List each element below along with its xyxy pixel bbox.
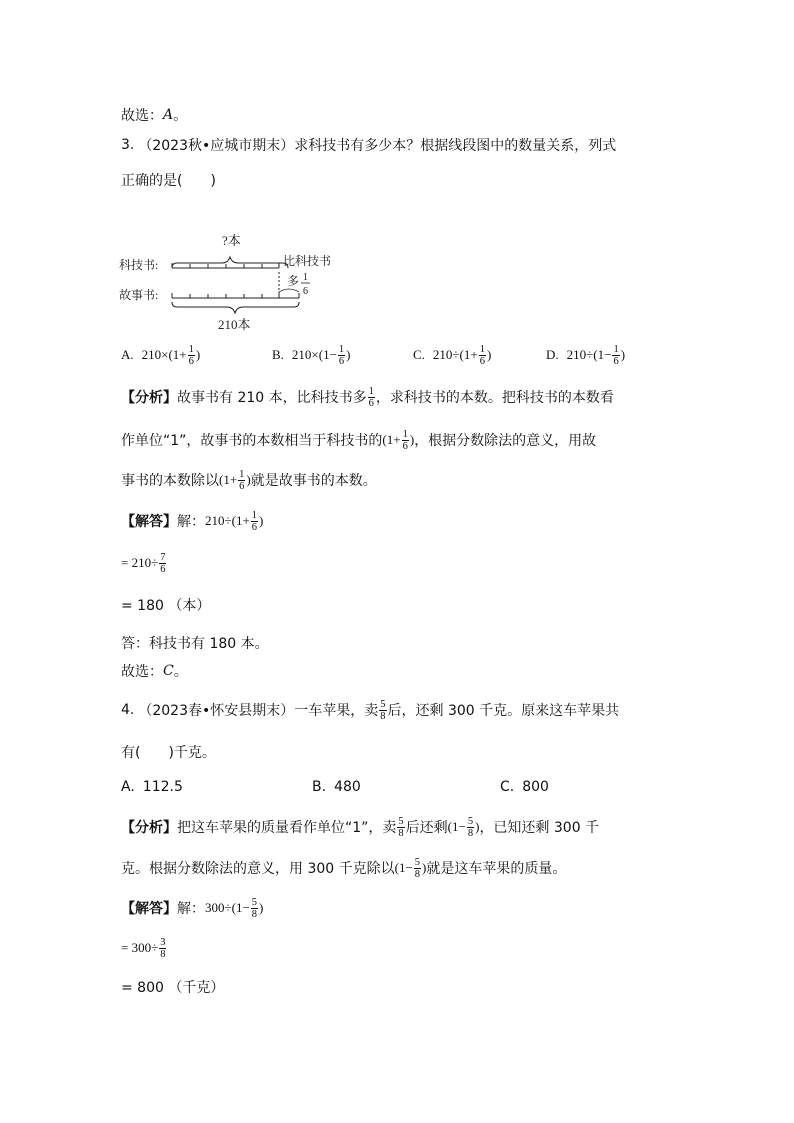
analysis-text: 后还剩 — [405, 820, 448, 836]
q3-choice-line — [121, 656, 188, 686]
bottom-brace — [172, 302, 299, 313]
q3-line-segment-diagram — [115, 228, 375, 338]
science-book-label: 科技书: — [119, 258, 159, 272]
analysis-text: 就是故事书的本数。 — [250, 473, 377, 489]
q3-option-d[interactable] — [546, 340, 625, 370]
analysis-expr-pre: (1+ — [219, 472, 238, 487]
q3-number: 3. — [121, 137, 135, 153]
q3-stem-text1: （2023秋•应城市期末）求科技书有多少本？根据线段图中的数量关系，列式 — [138, 138, 617, 154]
option-expr-pre: 210×(1+ — [141, 347, 187, 362]
more-frac-num: 1 — [303, 272, 308, 283]
option-letter: D. — [546, 347, 559, 362]
option-value: 480 — [334, 779, 361, 795]
analysis-text: ，已知还剩 300 千 — [479, 820, 600, 836]
analysis-text: 把这车苹果的质量看作单位“1”，卖 — [177, 820, 397, 836]
q4-analysis-line2 — [121, 853, 566, 883]
q3-stem-line1 — [121, 130, 616, 160]
choice-letter: C — [163, 663, 174, 679]
analysis-expr-pre: (1− — [447, 819, 466, 834]
solution-fraction: $\frac{1}{6}$ — [251, 509, 258, 533]
analysis-fraction: $\frac{5}{8}$ — [398, 815, 404, 839]
option-fraction: $\frac{1}{6}$ — [338, 343, 345, 367]
analysis-text: 就是这车苹果的质量。 — [426, 861, 567, 877]
q4-option-c[interactable] — [500, 772, 549, 802]
top-brace — [172, 257, 288, 268]
q4-number: 4. — [121, 702, 135, 718]
analysis-expr-post: ) — [475, 819, 480, 834]
q4-solution-line3 — [121, 972, 224, 1002]
analysis-tag: 【分析】 — [121, 820, 177, 836]
analysis-fraction: $\frac{1}{6}$ — [368, 385, 374, 409]
solution-result: = 800 （千克） — [121, 980, 225, 996]
q3-option-c[interactable] — [413, 340, 491, 370]
q4-solution-line1 — [121, 893, 263, 923]
q4-stem-line1 — [121, 695, 619, 725]
option-expr-pre: 210÷(1− — [566, 347, 612, 362]
answer-letter: A — [163, 107, 174, 123]
q3-stem-text2: 正确的是( ) — [121, 173, 216, 189]
option-expr-post: ) — [620, 347, 626, 362]
option-letter: A. — [121, 779, 135, 795]
top-brace-label: ?本 — [222, 233, 241, 248]
analysis-text: 作单位“1”，故事书的本数相当于科技书的 — [121, 433, 383, 449]
analysis-fraction: $\frac{5}{8}$ — [467, 815, 474, 839]
analysis-expr-pre: (1− — [394, 860, 413, 875]
choice-suffix: 。 — [173, 664, 188, 680]
option-letter: B. — [312, 779, 327, 795]
analysis-text: 事书的本数除以 — [121, 473, 219, 489]
q3-option-b[interactable] — [272, 340, 351, 370]
q4-stem-fraction: $\frac{5}{8}$ — [380, 698, 386, 722]
q3-stem-line2 — [121, 165, 216, 195]
option-value: 800 — [522, 779, 549, 795]
q4-stem-text: （2023春•怀安县期末）一车苹果，卖 — [138, 703, 379, 719]
q3-solution-line2 — [121, 548, 167, 578]
analysis-expr-post: ) — [246, 472, 251, 487]
q4-option-b[interactable] — [312, 772, 361, 802]
analysis-text: 故事书有 210 本，比科技书多 — [177, 390, 367, 406]
option-value: 112.5 — [142, 779, 183, 795]
q3-analysis-line3 — [121, 465, 377, 495]
answer-prefix: 故选： — [121, 108, 163, 124]
analysis-text: ，求科技书的本数。把科技书的本数看 — [375, 390, 614, 406]
option-letter: A. — [121, 347, 134, 362]
solution-expr-pre: 210÷(1+ — [205, 513, 250, 528]
solution-expr-post: ) — [259, 513, 264, 528]
q4-stem-line2 — [121, 737, 216, 767]
option-letter: C. — [500, 779, 515, 795]
previous-answer-line — [121, 100, 187, 130]
solution-tag: 【解答】 — [121, 514, 177, 530]
solution-fraction: $\frac{3}{8}$ — [160, 936, 166, 960]
solution-expr-pre: = 210÷ — [121, 555, 159, 570]
analysis-expr-pre: (1+ — [382, 432, 401, 447]
q4-stem-text: 后，还剩 300 千克。原来这车苹果共 — [387, 703, 620, 719]
analysis-text: ，根据分数除法的意义，用故 — [414, 433, 597, 449]
solution-fraction: $\frac{7}{6}$ — [160, 551, 166, 575]
analysis-expr-post: ) — [409, 432, 415, 447]
option-expr-post: ) — [346, 347, 351, 362]
solution-expr-pre: 300÷(1− — [205, 900, 250, 915]
q3-answer-line — [121, 628, 269, 658]
more-frac-den: 6 — [303, 286, 308, 297]
option-letter: B. — [272, 347, 284, 362]
solution-lead: 解： — [177, 514, 205, 530]
solution-expr-pre: = 300÷ — [121, 940, 159, 955]
option-fraction: $\frac{1}{6}$ — [479, 343, 485, 367]
analysis-text: 克。根据分数除法的意义，用 300 千克除以 — [121, 861, 395, 877]
q3-analysis-line1 — [121, 382, 614, 412]
option-expr-pre: 210×(1− — [291, 347, 337, 362]
extra-part-brace — [279, 289, 299, 292]
option-expr-pre: 210÷(1+ — [432, 347, 478, 362]
q3-solution-line3 — [121, 590, 210, 620]
option-fraction: $\frac{1}{6}$ — [188, 343, 194, 367]
option-letter: C. — [413, 347, 425, 362]
analysis-fraction: $\frac{1}{6}$ — [402, 428, 408, 452]
more-text-2: 多 — [287, 274, 300, 288]
bottom-brace-label: 210本 — [218, 317, 251, 332]
q3-option-a[interactable] — [121, 340, 200, 370]
science-ticks — [172, 263, 279, 268]
q4-stem-text2: 有( )千克。 — [121, 745, 216, 761]
q4-analysis-line1 — [121, 812, 599, 842]
solution-expr-post: ) — [259, 900, 264, 915]
solution-result: = 180 （本） — [121, 598, 211, 614]
solution-lead: 解： — [177, 901, 205, 917]
analysis-fraction: $\frac{1}{6}$ — [239, 468, 245, 492]
q3-analysis-line2 — [121, 425, 596, 455]
answer-suffix: 。 — [173, 108, 188, 124]
option-fraction: $\frac{1}{6}$ — [613, 343, 619, 367]
q4-solution-line2 — [121, 933, 167, 963]
story-ticks — [172, 293, 299, 298]
q4-option-a[interactable] — [121, 772, 183, 802]
analysis-tag: 【分析】 — [121, 390, 177, 406]
option-expr-post: ) — [486, 347, 492, 362]
answer-text: 答：科技书有 180 本。 — [121, 636, 269, 652]
option-expr-post: ) — [195, 347, 201, 362]
analysis-expr-post: ) — [422, 860, 427, 875]
analysis-fraction: $\frac{5}{8}$ — [414, 856, 421, 880]
solution-tag: 【解答】 — [121, 901, 177, 917]
choice-prefix: 故选： — [121, 664, 163, 680]
story-book-label: 故事书: — [119, 288, 159, 302]
q3-solution-line1 — [121, 506, 263, 536]
more-text-1: 比科技书 — [283, 254, 332, 268]
solution-fraction: $\frac{5}{8}$ — [251, 896, 258, 920]
